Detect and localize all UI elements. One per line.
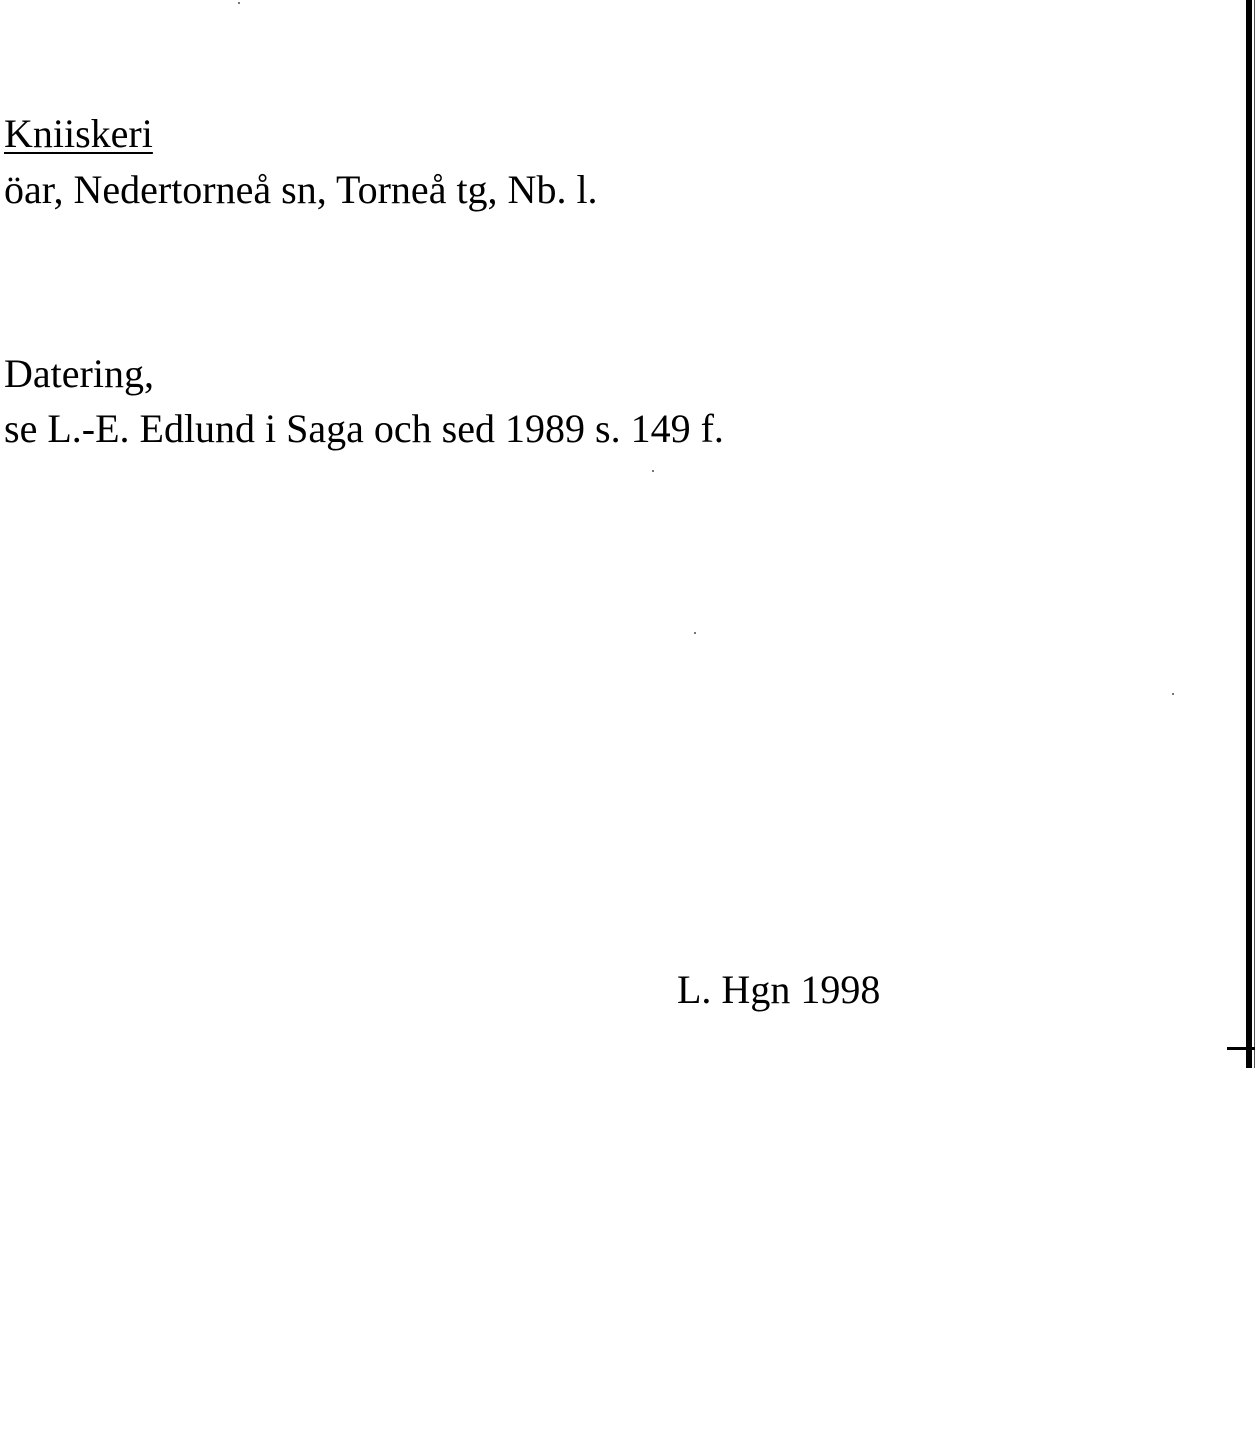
dating-label: Datering, — [4, 351, 154, 396]
scan-speck — [1172, 693, 1174, 695]
scan-speck — [238, 2, 240, 4]
scan-speck — [694, 632, 696, 634]
headword: Kniiskeri — [4, 111, 153, 156]
card-edge-line — [1246, 0, 1252, 1068]
signature: L. Hgn 1998 — [677, 967, 881, 1012]
dating-reference: se L.-E. Edlund i Saga och sed 1989 s. 149 f. — [4, 406, 724, 451]
registration-mark — [1227, 1047, 1255, 1050]
scan-speck — [652, 470, 654, 472]
card-edge-hairline — [1254, 0, 1255, 1068]
location-text: öar, Nedertorneå sn, Torneå tg, Nb. l. — [4, 167, 598, 212]
